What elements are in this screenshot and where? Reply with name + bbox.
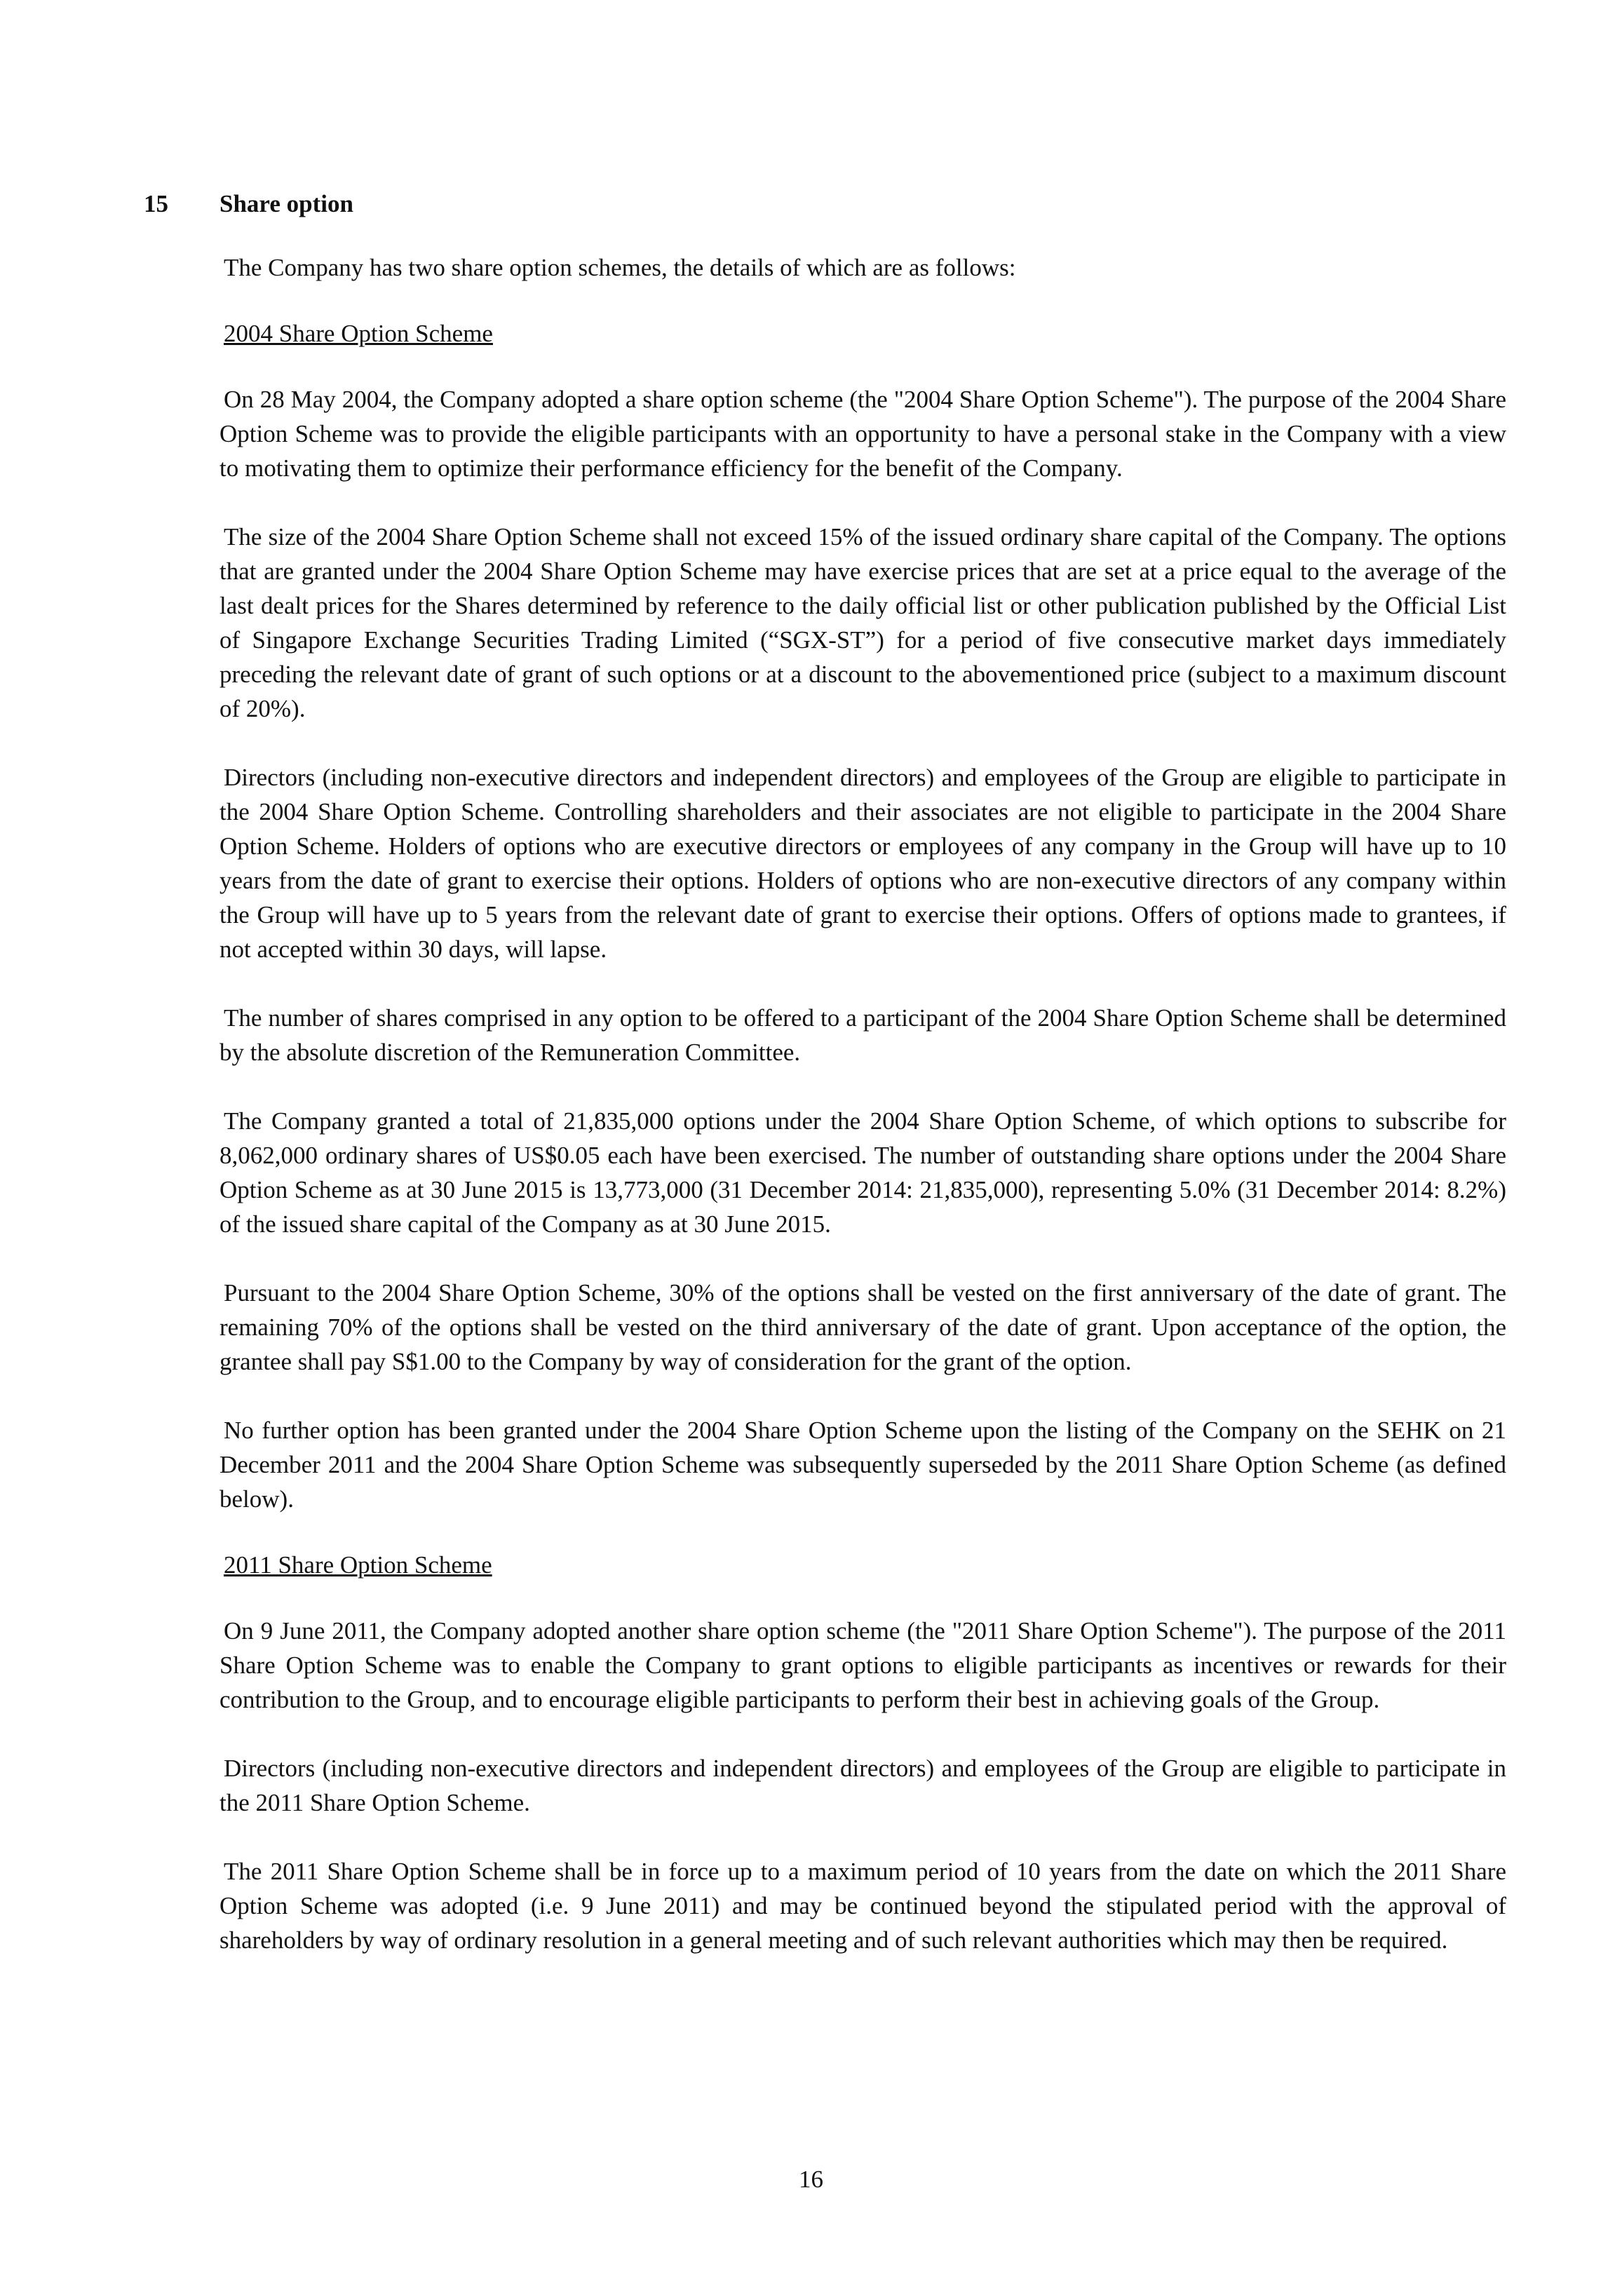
subheading-2011-scheme xyxy=(219,1548,1506,1582)
paragraph-2011-eligibility: Directors (including non-executive directors and independent directors) and employees of the Group are eligible to participate in the 2011 Share Option Scheme. xyxy=(219,1755,1506,1816)
paragraph-2004-number-of-shares: The number of shares comprised in any option to be offered to a participant of the 2004 Share Option Scheme shall be determined by the absolute discretion of the Remuneration Committee. xyxy=(219,1004,1506,1066)
subheading-2011-label: 2011 Share Option Scheme xyxy=(224,1551,492,1579)
intro-paragraph: The Company has two share option schemes, the details of which are as follows: xyxy=(224,254,1016,281)
paragraph-2004-size: The size of the 2004 Share Option Scheme shall not exceed 15% of the issued ordinary share capital of the Company. The options that are granted under the 2004 Share Option Scheme may have exercise prices that are set at a price equal to the average of the last dealt prices for the Shares determined by reference to the daily official list or other publication published by the Official List of Singapore Exchange Securities Trading Limited (“SGX-ST”) for a period of five consecutive market days immediately preceding the relevant date of grant of such options or at a discount to the abovementioned price (subject to a maximum discount of 20%). xyxy=(219,523,1506,722)
paragraph-2011-purpose: On 9 June 2011, the Company adopted another share option scheme (the "2011 Share Option Scheme"). The purpose of the 2011 Share Option Scheme was to enable the Company to grant options to eligible participants as incentives or rewards for their contribution to the Group, and to encourage eligible participants to perform their best in achieving goals of the Group. xyxy=(219,1617,1506,1713)
section-number: 15 xyxy=(144,190,168,217)
paragraph-2004-purpose: On 28 May 2004, the Company adopted a share option scheme (the "2004 Share Option Scheme"). The purpose of the 2004 Share Option Scheme was to provide the eligible participants with an opportunity to have a personal stake in the Company with a view to motivating them to optimize their performance efficiency for the benefit of the Company. xyxy=(219,386,1506,482)
paragraph-2004-eligibility: Directors (including non-executive directors and independent directors) and employees of the Group are eligible to participate in the 2004 Share Option Scheme. Controlling shareholders and their associates are not eligible to participate in the 2004 Share Option Scheme. Holders of options who are executive directors or employees of any company in the Group will have up to 10 years from the date of grant to exercise their options. Holders of options who are non-executive directors of any company within the Group will have up to 5 years from the relevant date of grant to exercise their options. Offers of options made to grantees, if not accepted within 30 days, will lapse. xyxy=(219,764,1506,963)
subheading-2004-scheme xyxy=(219,316,1506,351)
paragraph-2011-duration: The 2011 Share Option Scheme shall be in force up to a maximum period of 10 years from the date on which the 2011 Share Option Scheme was adopted (i.e. 9 June 2011) and may be continued beyond the stipulated period with the approval of shareholders by way of ordinary resolution in a general meeting and of such relevant authorities which may then be required. xyxy=(219,1858,1506,1954)
document-body xyxy=(219,250,1506,1957)
paragraph-2004-superseded: No further option has been granted under the 2004 Share Option Scheme upon the listing of the Company on the SEHK on 21 December 2011 and the 2004 Share Option Scheme was subsequently superseded by the 2011 Share Option Scheme (as defined below). xyxy=(219,1417,1506,1513)
section-title: Share option xyxy=(219,190,353,217)
page-number: 16 xyxy=(799,2166,823,2193)
paragraph-2004-options-granted: The Company granted a total of 21,835,000 options under the 2004 Share Option Scheme, of which options to subscribe for 8,062,000 ordinary shares of US$0.05 each have been exercised. The number of outstanding share options under the 2004 Share Option Scheme as at 30 June 2015 is 13,773,000 (31 December 2014: 21,835,000), representing 5.0% (31 December 2014: 8.2%) of the issued share capital of the Company as at 30 June 2015. xyxy=(219,1107,1506,1238)
subheading-2004-label: 2004 Share Option Scheme xyxy=(224,320,493,347)
section-heading xyxy=(144,187,353,222)
paragraph-2004-vesting: Pursuant to the 2004 Share Option Scheme, 30% of the options shall be vested on the first anniversary of the date of grant. The remaining 70% of the options shall be vested on the third anniversary of the date of grant. Upon acceptance of the option, the grantee shall pay S$1.00 to the Company by way of consideration for the grant of the option. xyxy=(219,1279,1506,1375)
